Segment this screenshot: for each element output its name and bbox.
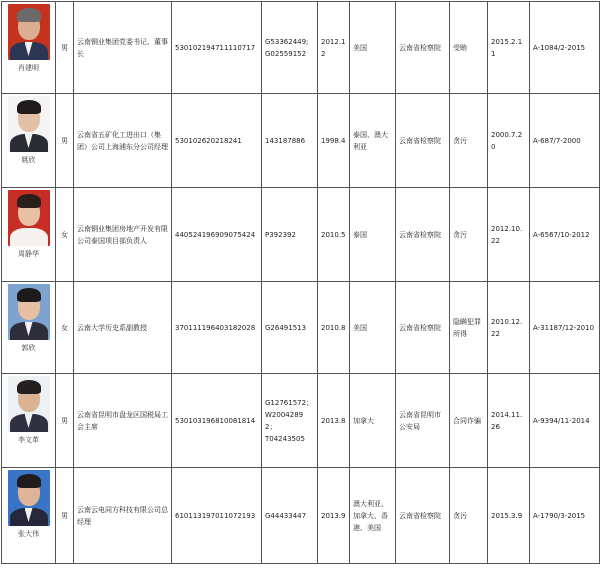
portrait-photo xyxy=(8,190,50,246)
notice-cell: A-31187/12-2010 xyxy=(530,282,600,374)
portrait-photo xyxy=(8,4,50,60)
table-row xyxy=(2,94,600,188)
id-number-cell: 610113197011072193 xyxy=(172,468,262,564)
notice-cell: A-1790/3-2015 xyxy=(530,468,600,564)
year-cell: 2010.5 xyxy=(318,188,350,282)
position-cell: 云南云电同方科技有限公司总经理 xyxy=(74,468,172,564)
year-cell: 1998.4 xyxy=(318,94,350,188)
portrait-hair xyxy=(17,8,41,22)
year-cell: 2012.12 xyxy=(318,2,350,94)
portrait-hair xyxy=(17,474,41,488)
agency-cell: 云南省检察院 xyxy=(396,282,450,374)
portrait-hair xyxy=(17,288,41,302)
table-row xyxy=(2,374,600,468)
charge-cell: 贪污 xyxy=(450,468,488,564)
table-row xyxy=(2,468,600,564)
year-cell: 2010.8 xyxy=(318,282,350,374)
person-name: 姚欣 xyxy=(21,156,36,164)
person-name: 李文革 xyxy=(18,436,39,444)
agency-cell: 云南省检察院 xyxy=(396,2,450,94)
position-cell: 云南铜业集团党委书记、董事长 xyxy=(74,2,172,94)
charge-cell: 隐瞒犯罪所得 xyxy=(450,282,488,374)
id-number-cell: 530102620218241 xyxy=(172,94,262,188)
date-cell: 2015.3.9 xyxy=(488,468,530,564)
id-number-cell: 530102194711110717 xyxy=(172,2,262,94)
position-cell: 云南省昆明市盘龙区国税局工会主席 xyxy=(74,374,172,468)
gender-cell: 男 xyxy=(56,94,74,188)
agency-cell: 云南省检察院 xyxy=(396,94,450,188)
charge-cell: 贪污 xyxy=(450,94,488,188)
person-name: 周静华 xyxy=(18,250,39,258)
gender-cell: 男 xyxy=(56,2,74,94)
portrait-hair xyxy=(17,380,41,394)
portrait-photo xyxy=(8,284,50,340)
photo-cell xyxy=(2,374,56,468)
table-row xyxy=(2,282,600,374)
photo-cell xyxy=(2,94,56,188)
portrait-photo xyxy=(8,470,50,526)
notice-cell: A-687/7-2000 xyxy=(530,94,600,188)
table-row xyxy=(2,2,600,94)
notice-cell: A-1084/2-2015 xyxy=(530,2,600,94)
passport-cell: G44433447 xyxy=(262,468,318,564)
year-cell: 2013.8 xyxy=(318,374,350,468)
date-cell: 2010.12.22 xyxy=(488,282,530,374)
date-cell: 2000.7.20 xyxy=(488,94,530,188)
passport-cell: G53362449; G02559152 xyxy=(262,2,318,94)
table-body xyxy=(2,2,600,564)
notice-cell: A-9394/11-2014 xyxy=(530,374,600,468)
destination-cell: 美国 xyxy=(350,282,396,374)
year-cell: 2013.9 xyxy=(318,468,350,564)
destination-cell: 美国 xyxy=(350,2,396,94)
gender-cell: 女 xyxy=(56,282,74,374)
destination-cell: 加拿大 xyxy=(350,374,396,468)
charge-cell: 合同诈骗 xyxy=(450,374,488,468)
portrait-hair xyxy=(17,100,41,114)
person-name: 张大伟 xyxy=(18,530,39,538)
date-cell: 2015.2.11 xyxy=(488,2,530,94)
gender-cell: 男 xyxy=(56,374,74,468)
passport-cell: P392392 xyxy=(262,188,318,282)
id-number-cell: 530103196810081814 xyxy=(172,374,262,468)
destination-cell: 泰国、澳大利亚 xyxy=(350,94,396,188)
passport-cell: G12761572； W20042892； T04243505 xyxy=(262,374,318,468)
id-number-cell: 370111196403182028 xyxy=(172,282,262,374)
destination-cell: 泰国 xyxy=(350,188,396,282)
notice-cell: A-6567/10-2012 xyxy=(530,188,600,282)
position-cell: 云南省五矿化工进出口（集团）公司上海浦东分公司经理 xyxy=(74,94,172,188)
fugitive-table xyxy=(1,1,600,564)
agency-cell: 云南省检察院 xyxy=(396,468,450,564)
photo-cell xyxy=(2,282,56,374)
photo-cell xyxy=(2,2,56,94)
position-cell: 云南大学历史系副教授 xyxy=(74,282,172,374)
photo-cell xyxy=(2,188,56,282)
destination-cell: 澳大利亚、加拿大、香港、美国 xyxy=(350,468,396,564)
portrait-hair xyxy=(17,194,41,208)
person-name: 肖建明 xyxy=(18,64,39,72)
date-cell: 2014.11.26 xyxy=(488,374,530,468)
agency-cell: 云南省昆明市公安局 xyxy=(396,374,450,468)
id-number-cell: 440524196909075424 xyxy=(172,188,262,282)
person-name: 郭欣 xyxy=(21,344,36,352)
gender-cell: 男 xyxy=(56,468,74,564)
photo-cell xyxy=(2,468,56,564)
portrait-photo xyxy=(8,96,50,152)
gender-cell: 女 xyxy=(56,188,74,282)
date-cell: 2012.10.22 xyxy=(488,188,530,282)
portrait-photo xyxy=(8,376,50,432)
table-row xyxy=(2,188,600,282)
charge-cell: 贪污 xyxy=(450,188,488,282)
passport-cell: G26491513 xyxy=(262,282,318,374)
agency-cell: 云南省检察院 xyxy=(396,188,450,282)
passport-cell: 143187886 xyxy=(262,94,318,188)
charge-cell: 受贿 xyxy=(450,2,488,94)
position-cell: 云南铜业集团房地产开发有限公司泰国项目部负责人 xyxy=(74,188,172,282)
